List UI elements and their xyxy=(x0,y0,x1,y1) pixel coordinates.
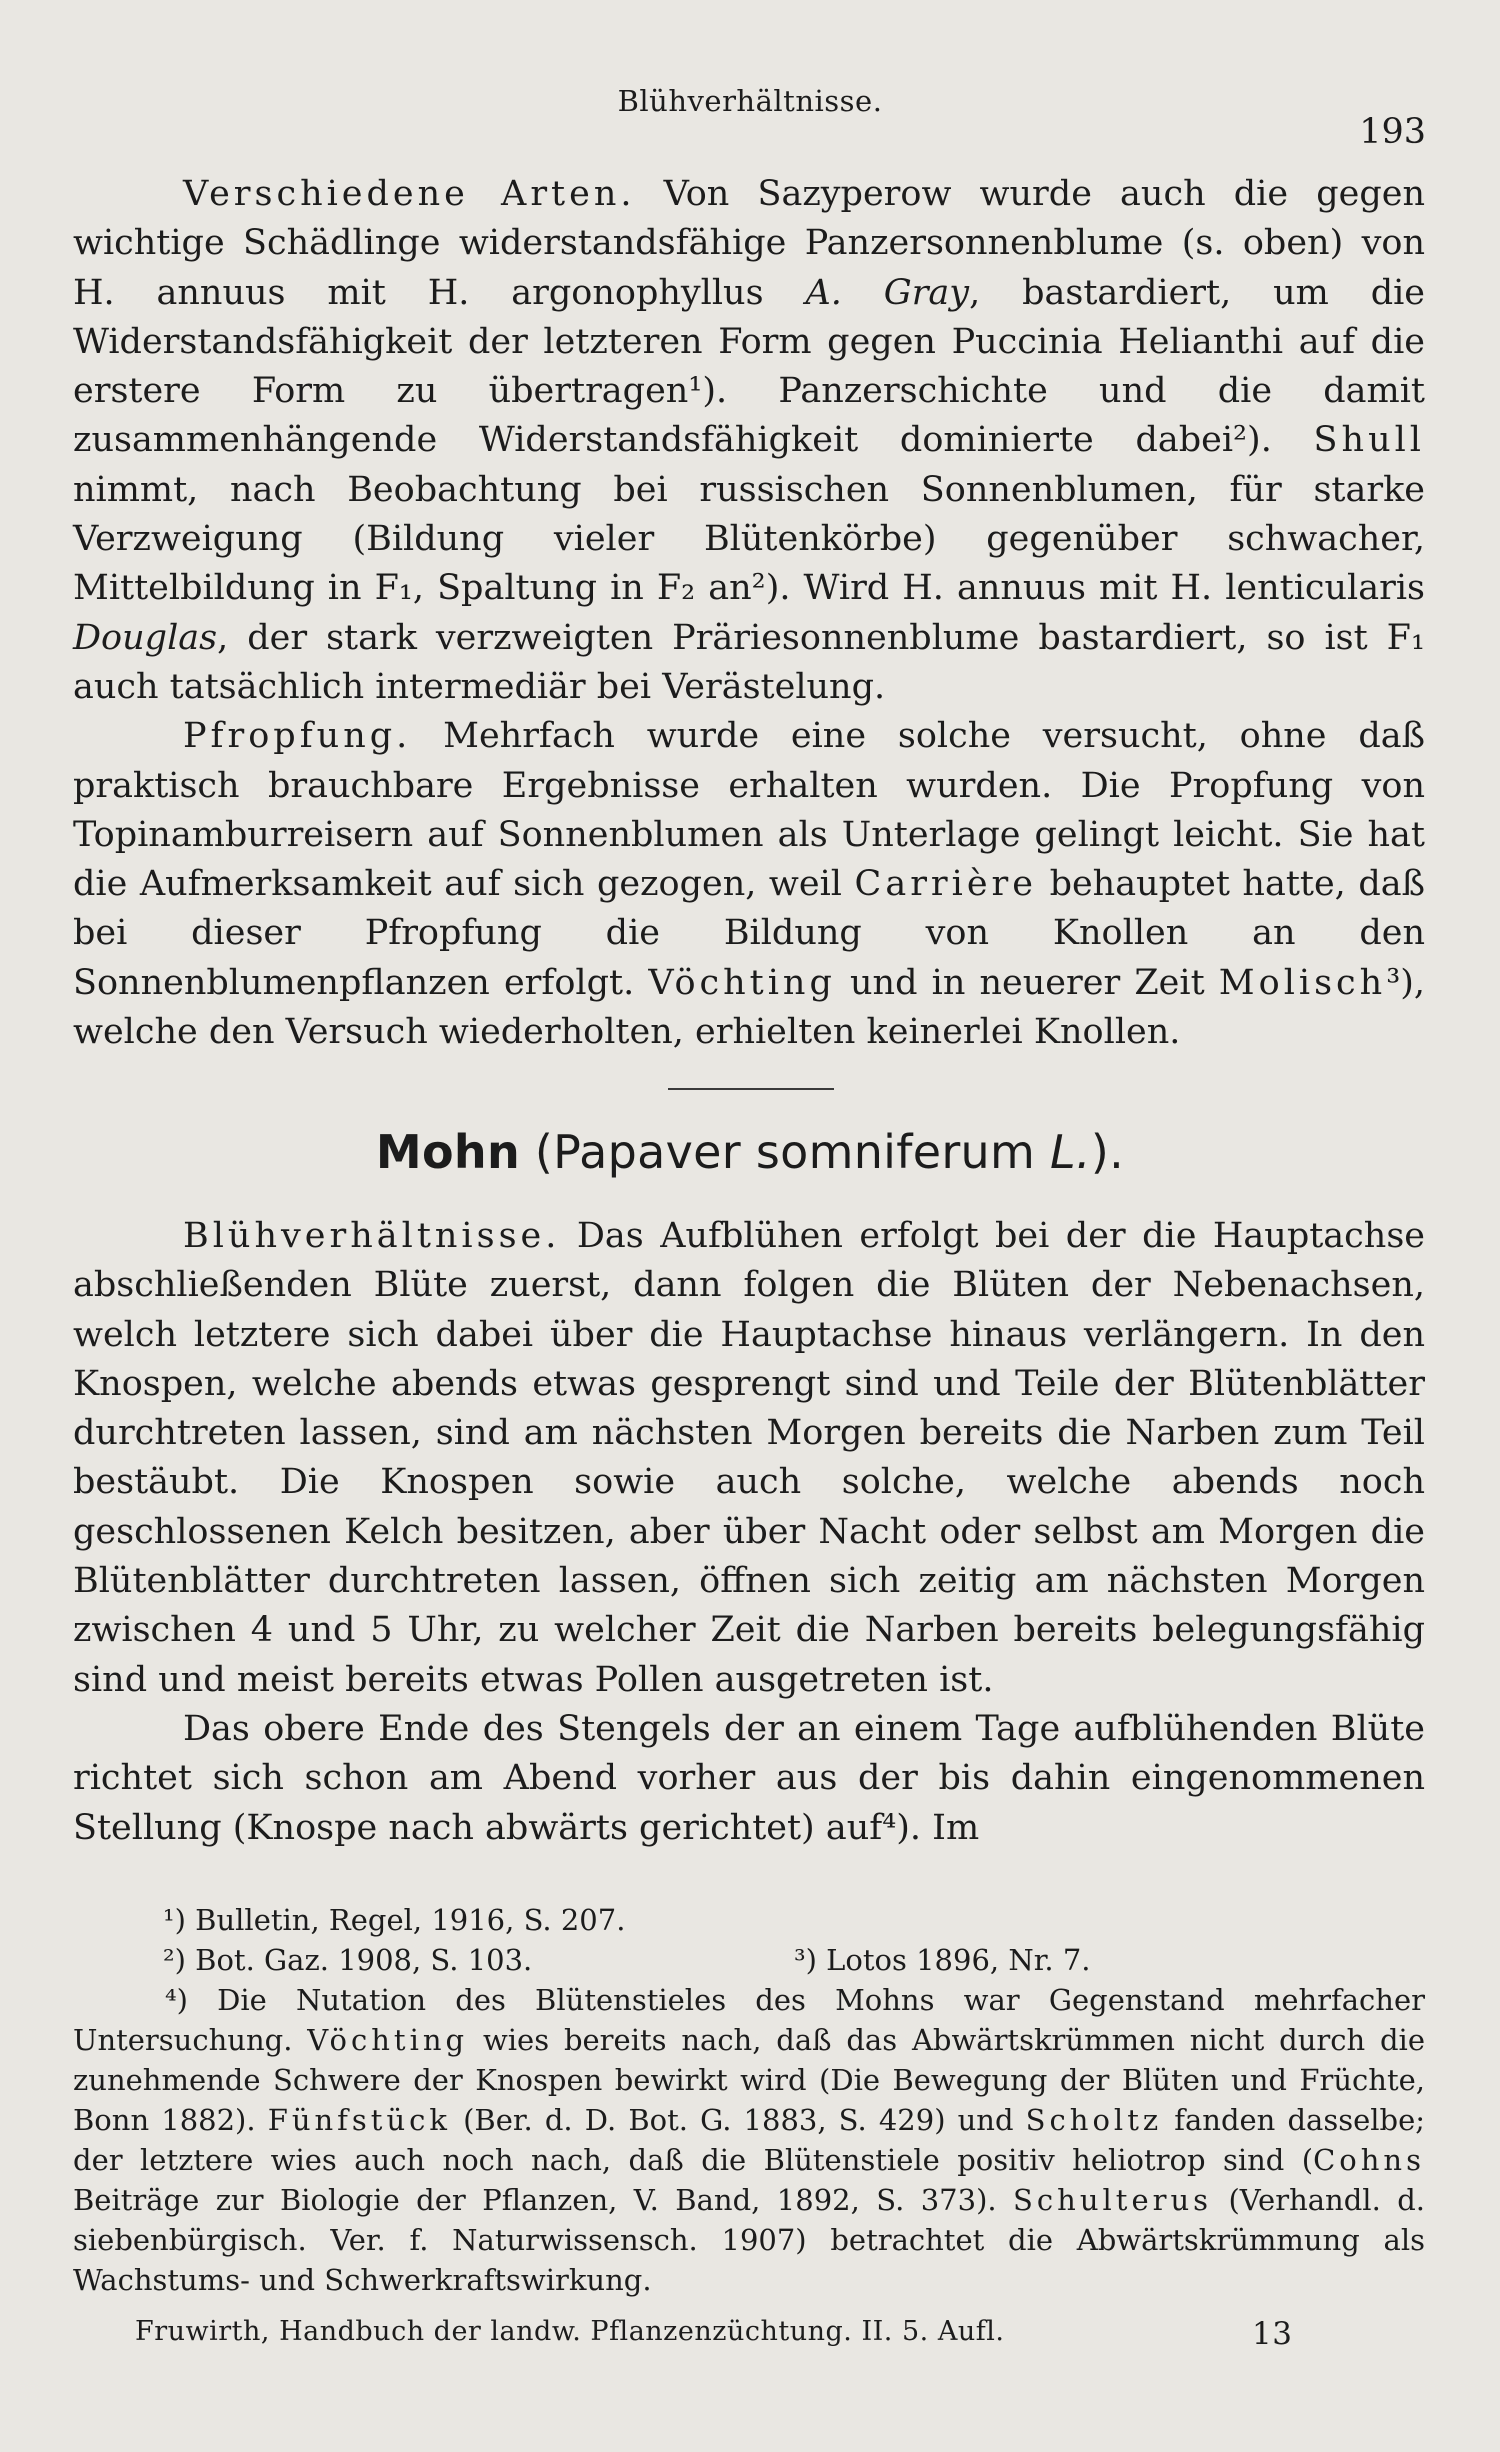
footnote-1: ¹) Bulletin, Regel, 1916, S. 207. xyxy=(163,1903,626,1937)
paragraph-lead: Verschiedene Arten. xyxy=(183,174,636,214)
author-name: A. Gray xyxy=(805,272,970,313)
section-heading: Mohn (Papaver somniferum L.). xyxy=(375,1125,1125,1179)
running-head: Blühverhältnisse. xyxy=(617,84,883,118)
author-name: Vöchting xyxy=(648,962,836,1003)
footer-citation: Fruwirth, Handbuch der landw. Pflanzenzüchtung. II. 5. Aufl. xyxy=(135,2316,1005,2347)
section-divider xyxy=(668,1088,834,1090)
paragraph-flowering: Blühverhältnisse. Das Aufblühen erfolgt bei der die Hauptachse abschließenden Blüte zuerst, dann folgen die Blüten der Nebenachsen, welch letztere sich dabei über die Hauptachse hinaus verlängern. In den Knospen, welche abends etwas gesprengt sind und Teile der Blütenblätter durchtreten lassen, sind am nächsten Morgen bereits die Narben zum Teil bestäubt. Die Knospen sowie auch solche, welche abends noch geschlossenen Kelch besitzen, aber über Nacht oder selbst am Morgen die Blütenblätter durchtreten lassen, öffnen sich zeitig am nächsten Morgen zwischen 4 und 5 Uhr, zu welcher Zeit die Narben bereits belegungsfähig sind und meist bereits etwas Pollen ausgetreten ist. xyxy=(73,1216,1425,1700)
footnote-3: ³) Lotos 1896, Nr. 7. xyxy=(794,1943,1091,1977)
paragraph-grafting: Pfropfung. Mehrfach wurde eine solche versucht, ohne daß praktisch brauchbare Ergebnisse erhalten wurden. Die Propfung von Topinamburreisern auf Sonnenblumen als Unterlage gelingt leicht. Sie hat die Aufmerksamkeit auf sich gezogen, weil Carrière behauptet hatte, daß bei dieser Pfropfung die Bildung von Knollen an den Sonnenblumenpflanzen erfolgt. Vöchting und in neuerer Zeit Molisch³), welche den Versuch wiederholten, erhielten keinerlei Knollen. xyxy=(73,716,1425,1053)
author-name: Douglas xyxy=(73,617,218,658)
footnote-4: ⁴) Die Nutation des Blütenstieles des Mohns war Gegenstand mehrfacher Untersuchung. Vöchting wies bereits nach, daß das Abwärtskrümmen nicht durch die zunehmende Schwere der Knospen bewirkt wird (Die Bewegung der Blüten und Früchte, Bonn 1882). Fünfstück (Ber. d. D. Bot. G. 1883, S. 429) und Scholtz fanden dasselbe; der letztere wies auch noch nach, daß die Blütenstiele positiv heliotrop sind (Cohns Beiträge zur Biologie der Pflanzen, V. Band, 1892, S. 373). Schulterus (Verhandl. d. siebenbürgisch. Ver. f. Naturwissensch. 1907) betrachtet die Abwärtskrümmung als Wachstums- und Schwerkraftswirkung. xyxy=(73,1983,1426,2297)
signature-mark: 13 xyxy=(1252,2316,1293,2352)
paragraph-varieties: Verschiedene Arten. Von Sazyperow wurde auch die gegen wichtige Schädlinge widerstandsfähige Panzersonnenblume (s. oben) von H. annuus mit H. argonophyllus A. Gray, bastardiert, um die Widerstandsfähigkeit der letzteren Form gegen Puccinia Helianthi auf die erstere Form zu übertragen¹). Panzerschichte und die damit zusammenhängende Widerstandsfähigkeit dominierte dabei²). Shull nimmt, nach Beobachtung bei russischen Sonnenblumen, für starke Verzweigung (Bildung vieler Blütenkörbe) gegenüber schwacher, Mittelbildung in F₁, Spaltung in F₂ an²). Wird H. annuus mit H. lenticularis Douglas, der stark verzweigten Präriesonnenblume bastardiert, so ist F₁ auch tatsächlich intermediär bei Verästelung. xyxy=(73,174,1426,707)
author-name: Shull xyxy=(1313,420,1425,461)
paragraph-lead: Blühverhältnisse. xyxy=(183,1216,561,1256)
author-name: Carrière xyxy=(854,864,1038,905)
footnote-2: ²) Bot. Gaz. 1908, S. 103. xyxy=(163,1943,533,1977)
paragraph-lead: Pfropfung. xyxy=(183,716,412,757)
section-sunflower-continued xyxy=(73,170,1425,1057)
page-number: 193 xyxy=(1359,112,1426,152)
paragraph-stem: Das obere Ende des Stengels der an einem Tage aufblühenden Blüte richtet sich schon am Abend vorher aus der bis dahin eingenommenen Stellung (Knospe nach abwärts gerichtet) auf⁴). Im xyxy=(73,1708,1425,1848)
section-poppy xyxy=(73,1212,1425,1853)
footnotes xyxy=(73,1900,1425,2300)
author-name: Molisch xyxy=(1218,962,1387,1003)
